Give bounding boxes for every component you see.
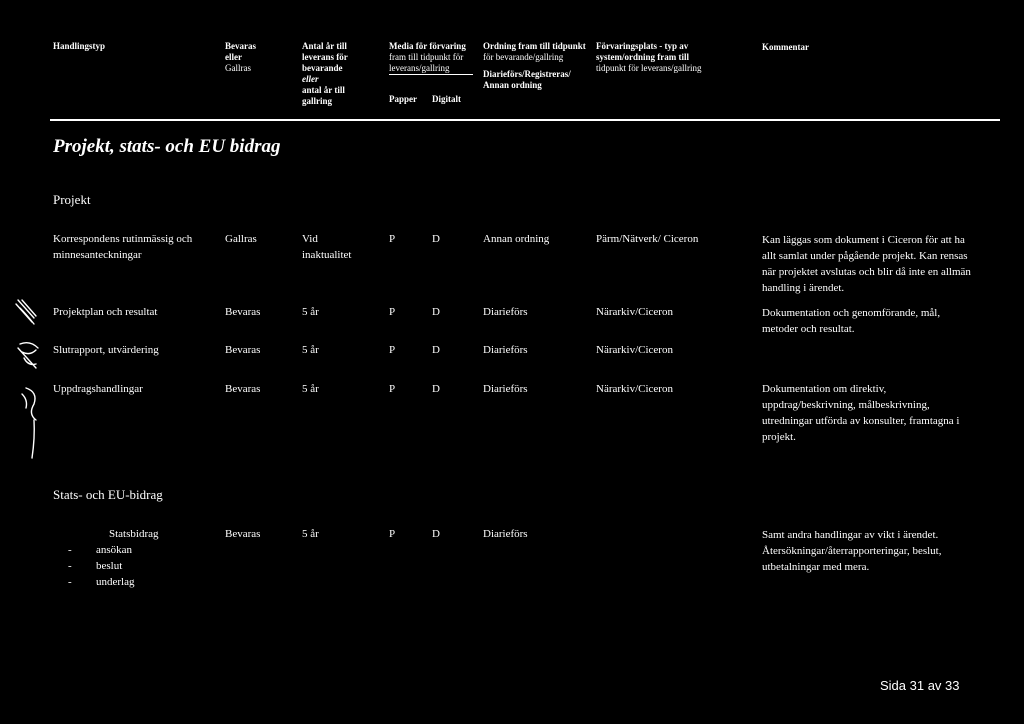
row2-years: 5 år (302, 306, 319, 318)
row1-place: Pärm/Nätverk/ Ciceron (596, 233, 699, 245)
row5-sub-item: - ansökan (68, 544, 133, 556)
page-number: Sida 31 av 33 (880, 678, 960, 693)
row1-type: Korrespondens rutinmässig och minnesanteckningar (53, 233, 193, 261)
row2-keep: Bevaras (225, 306, 261, 318)
row3-papper: P (389, 344, 396, 356)
header-digitalt: Digitalt (432, 94, 461, 104)
row5-type: Statsbidrag (109, 528, 159, 540)
row2-order: Diarieförs (483, 306, 528, 318)
row4-type: Uppdragshandlingar (53, 383, 143, 395)
row1-keep: Gallras (225, 233, 257, 245)
row4-comment: Dokumentation om direktiv, uppdrag/beskrivning, målbeskrivning, utredningar utförda av konsulter, framtagna i projekt. (762, 383, 960, 443)
row4-keep: Bevaras (225, 383, 261, 395)
section-stats-eu: Stats- och EU-bidrag (53, 487, 163, 502)
header-handlingstyp: Handlingstyp (53, 41, 106, 51)
row5-sub-item: - underlag (68, 576, 135, 588)
row2-place: Närarkiv/Ciceron (596, 306, 673, 318)
header-antal-ar: Antal år till leverans för bevarande eller antal år till gallring (302, 41, 348, 106)
row3-years: 5 år (302, 344, 319, 356)
section-projekt: Projekt (53, 192, 91, 207)
handwritten-signature (12, 296, 48, 466)
header-papper: Papper (389, 94, 417, 104)
row3-digitalt: D (432, 344, 440, 356)
header-kommentar: Kommentar (762, 42, 809, 52)
row3-order: Diarieförs (483, 344, 528, 356)
row1-order: Annan ordning (483, 233, 550, 245)
header-media-divider (389, 74, 473, 75)
header-forvaringsplats: Förvaringsplats - typ av system/ordning fram till tidpunkt för leverans/gallring (596, 41, 702, 73)
row5-sub-item: - beslut (68, 560, 123, 572)
row1-comment: Kan läggas som dokument i Ciceron för att ha allt samlat under pågående projekt. Kan rensas när projektet avslutas och blir då inte en allmän handling i ärendet. (762, 234, 971, 294)
row1-papper: P (389, 233, 396, 245)
row5-sublist (68, 542, 134, 590)
row5-keep: Bevaras (225, 528, 261, 540)
row4-years: 5 år (302, 383, 319, 395)
row2-type: Projektplan och resultat (53, 306, 158, 318)
row4-place: Närarkiv/Ciceron (596, 383, 673, 395)
row5-years: 5 år (302, 528, 319, 540)
row5-papper: P (389, 528, 396, 540)
row3-keep: Bevaras (225, 344, 261, 356)
row4-order: Diarieförs (483, 383, 528, 395)
header-media: Media för förvaring fram till tidpunkt för leverans/gallring (389, 41, 466, 73)
row4-digitalt: D (432, 383, 440, 395)
row5-digitalt: D (432, 528, 440, 540)
row4-papper: P (389, 383, 396, 395)
row2-comment: Dokumentation och genomförande, mål, metoder och resultat. (762, 307, 941, 335)
header-ordning: Ordning fram till tidpunkt för bevarande/gallring Diarieförs/Registreras/ Annan ordning (483, 41, 586, 90)
row3-type: Slutrapport, utvärdering (53, 344, 159, 356)
row1-digitalt: D (432, 233, 440, 245)
page-title: Projekt, stats- och EU bidrag (53, 136, 281, 157)
row2-digitalt: D (432, 306, 440, 318)
row5-comment: Samt andra handlingar av vikt i ärendet. Återsökningar/återrapporteringar, beslut, utbetalningar med mera. (762, 529, 942, 573)
header-rule (50, 119, 1000, 121)
row5-order: Diarieförs (483, 528, 528, 540)
row3-place: Närarkiv/Ciceron (596, 344, 673, 356)
row1-years: Vid inaktualitet (302, 233, 352, 261)
header-bevaras-gallras: Bevaras eller Gallras (225, 41, 256, 73)
row2-papper: P (389, 306, 396, 318)
